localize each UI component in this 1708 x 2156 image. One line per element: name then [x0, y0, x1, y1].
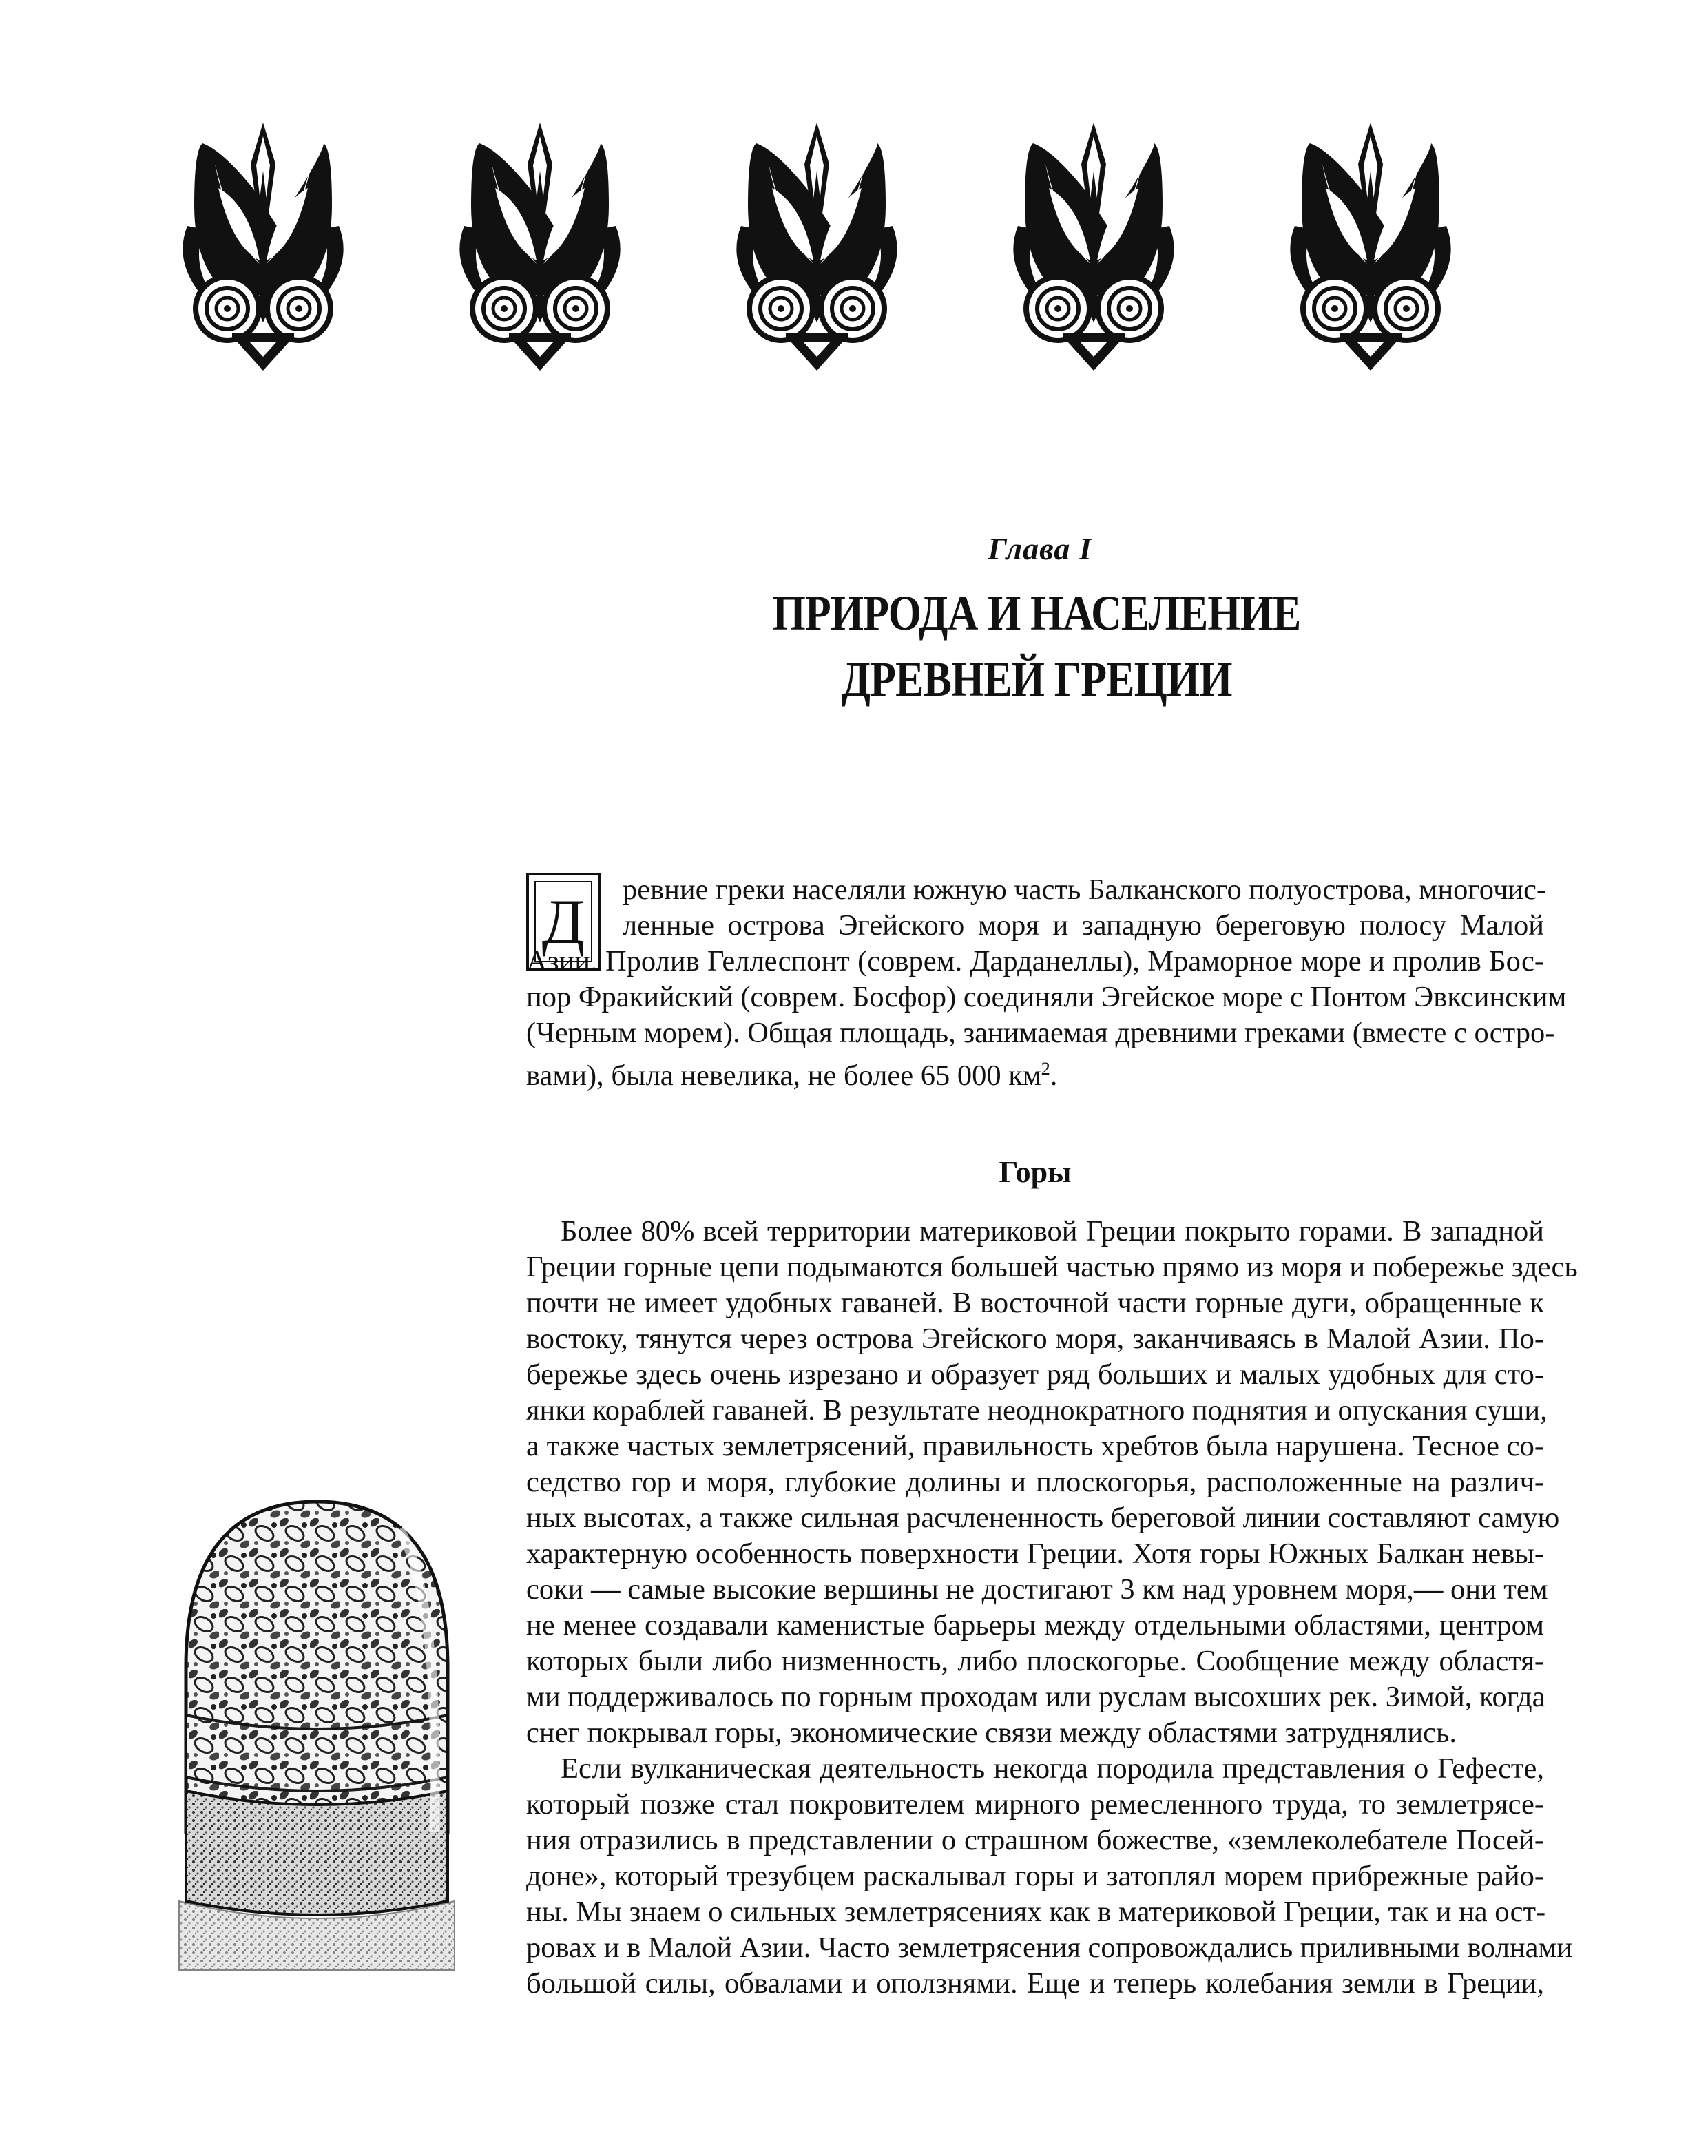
text-line: Более 80% всей территории материковой Греции покрыто горами. В западной — [561, 1215, 1544, 1247]
palmette-ornament — [183, 123, 343, 371]
punctuation: . — [1050, 1059, 1058, 1092]
text-line: бережье здесь очень изрезано и образует ряд больших и малых удобных для сто- — [526, 1358, 1544, 1391]
text-line: доне», который трезубцем раскалывал горы и затоплял морем прибрежные райо- — [526, 1860, 1544, 1892]
text-line: не менее создавали каменистые барьеры между отдельными областями, центром — [526, 1609, 1544, 1641]
text-line: соки — самые высокие вершины не достигают 3 км над уровнем моря,— они тем — [526, 1573, 1548, 1606]
text-line: ных высотах, а также сильная расчлененность береговой линии составляют самую — [526, 1502, 1560, 1534]
chapter-title — [738, 580, 1336, 712]
text-line: ровах и в Малой Азии. Часто землетрясения сопровождались приливными волнами — [526, 1931, 1573, 1964]
text-line: Греции горные цепи подымаются большей частью прямо из моря и побережье здесь — [526, 1251, 1578, 1283]
text-line: который позже стал покровителем мирного ремесленного труда, то землетрясе- — [526, 1788, 1544, 1821]
text-line: ревние греки населяли южную часть Балканского полуострова, многочис- — [623, 873, 1547, 906]
superscript: 2 — [1041, 1059, 1050, 1079]
text-line — [526, 1051, 1544, 1094]
chapter-title-line: ДРЕВНЕЙ ГРЕЦИИ — [841, 652, 1232, 707]
drop-cap-letter: Д — [534, 881, 592, 962]
text-line: снег покрывал горы, экономические связи между областями затруднялись. — [526, 1717, 1457, 1749]
text-line: почти не имеет удобных гаваней. В восточной части горные дуги, обращенные к — [526, 1287, 1544, 1319]
text-line: ны. Мы знаем о сильных землетрясениях как в материковой Греции, так и на ост- — [526, 1896, 1546, 1928]
palmette-ornament-band — [174, 117, 1551, 379]
text-line: ленные острова Эгейского моря и западную береговую полосу Малой — [623, 909, 1544, 942]
chapter-title-line: ПРИРОДА И НАСЕЛЕНИЕ — [772, 585, 1301, 641]
text-line-content: вами), была невелика, не более 65 000 км — [526, 1059, 1041, 1092]
section-heading: Горы — [999, 1155, 1072, 1189]
palmette-ornament — [1013, 123, 1174, 371]
text-line: ния отразились в представлении о страшном божестве, «землеколебателе Посей- — [526, 1824, 1544, 1856]
text-line: востоку, тянутся через острова Эгейского моря, заканчиваясь в Малой Азии. По- — [526, 1323, 1544, 1355]
text-line: ми поддерживалось по горным проходам или руслам высохших рек. Зимой, когда — [526, 1681, 1545, 1713]
carved-stone-omphalos-illustration — [158, 1488, 489, 1984]
palmette-ornament — [1290, 123, 1450, 371]
paragraph — [526, 1214, 1578, 1751]
text-line: а также частых землетрясений, правильность хребтов была нарушена. Тесное со- — [526, 1430, 1544, 1462]
text-line: Азии. Пролив Геллеспонт (соврем. Дарданеллы), Мраморное море и пролив Бос- — [526, 945, 1544, 977]
palmette-ornament — [736, 123, 897, 371]
text-line: (Черным морем). Общая площадь, занимаемая древними греками (вместе с остро- — [526, 1017, 1555, 1049]
palmette-ornament — [459, 123, 620, 371]
chapter-label: Глава I — [988, 531, 1092, 566]
text-line: характерную особенность поверхности Греции. Хотя горы Южных Балкан невы- — [526, 1537, 1544, 1570]
text-line: большой силы, обвалами и оползнями. Еще и теперь колебания земли в Греции, — [526, 1967, 1544, 2000]
text-line: Если вулканическая деятельность некогда породила представления о Гефесте, — [561, 1752, 1544, 1785]
text-line: пор Фракийский (соврем. Босфор) соединяли Эгейское море с Понтом Эвксинским — [526, 981, 1567, 1013]
section-body — [526, 1214, 1578, 2002]
intro-paragraph — [526, 872, 1567, 1094]
paragraph — [526, 1751, 1573, 2002]
text-line: янки кораблей гаваней. В результате неоднократного поднятия и опускания суши, — [526, 1394, 1548, 1427]
text-line: которых были либо низменность, либо плоскогорье. Сообщение между областя- — [526, 1645, 1544, 1677]
text-line: седство гор и моря, глубокие долины и плоскогорья, расположенные на различ- — [526, 1466, 1544, 1498]
